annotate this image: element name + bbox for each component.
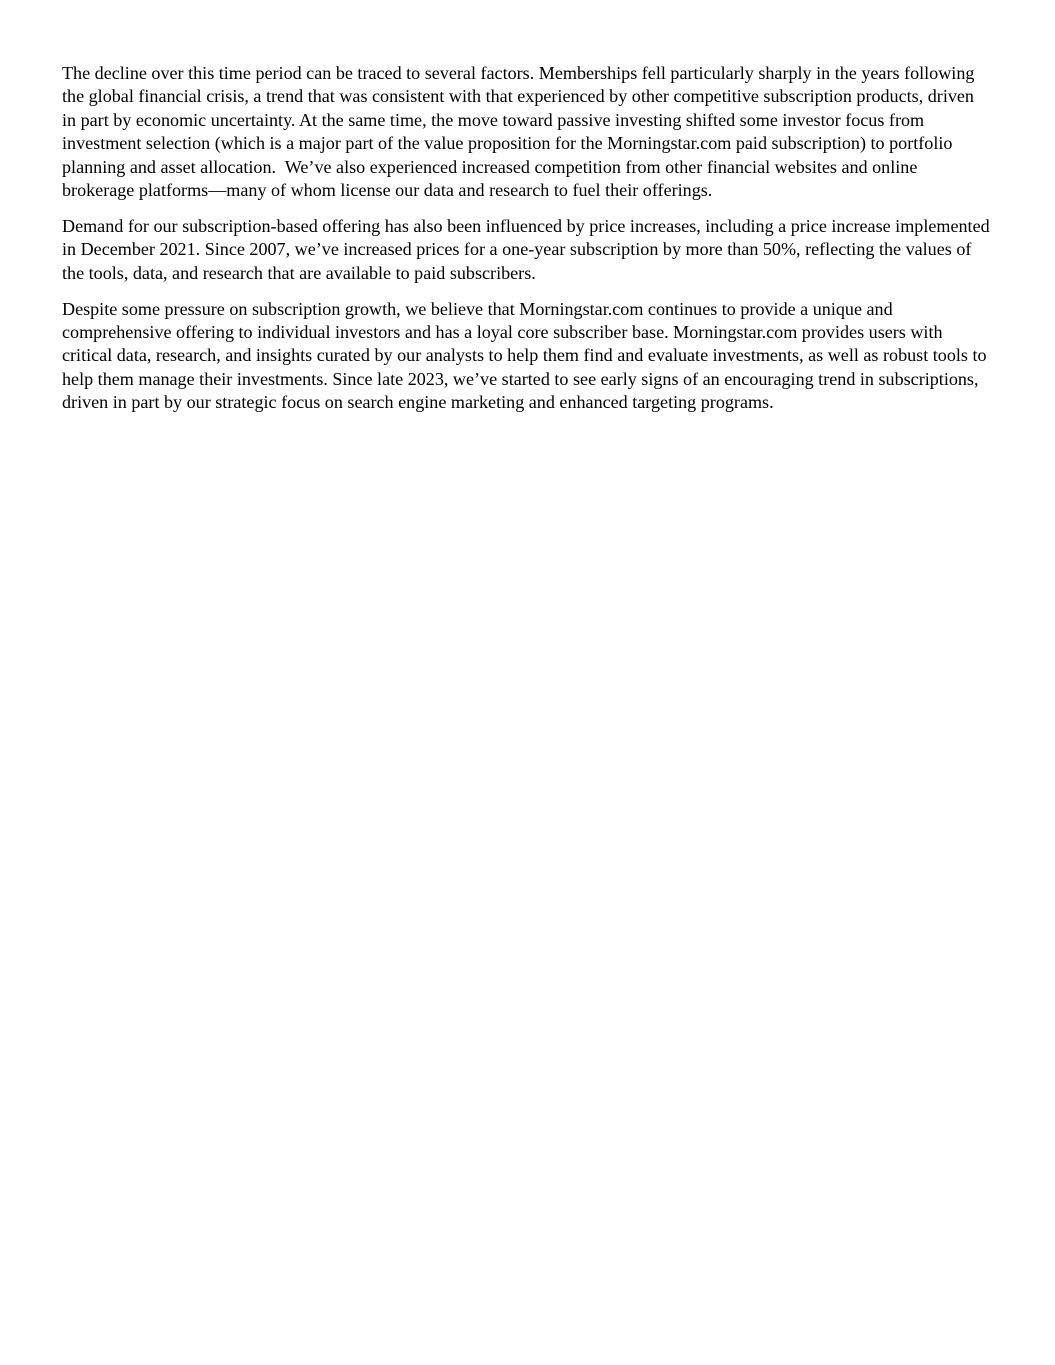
paragraph-subscription-outlook: Despite some pressure on subscription growth, we believe that Morningstar.com continues to provide a unique and comprehensive offering to individual investors and has a loyal core subscriber base. Morningstar.com provides users with critical data, research, and insights curated by our analysts to help them find and evaluate investments, as well as robust tools to help them manage their investments. Since late 2023, we’ve started to see early signs of an encouraging trend in subscriptions, driven in part by our strategic focus on search engine marketing and enhanced targeting programs. (62, 298, 992, 413)
paragraph-decline-factors: The decline over this time period can be traced to several factors. Memberships fell particularly sharply in the years following the global financial crisis, a trend that was consistent with that experienced by other competitive subscription products, driven in part by economic uncertainty. At the same time, the move toward passive investing shifted some investor focus from investment selection (which is a major part of the value proposition for the Morningstar.com paid subscription) to portfolio planning and asset allocation. We’ve also experienced increased competition from other financial websites and online brokerage platforms—many of whom license our data and research to fuel their offerings. (62, 63, 979, 201)
document-page (62, 62, 995, 415)
paragraph-price-increases: Demand for our subscription-based offering has also been influenced by price increases, including a price increase implemented in December 2021. Since 2007, we’ve increased prices for a one-year subscription by more than 50%, reflecting the values of the tools, data, and research that are available to paid subscribers. (62, 215, 995, 283)
